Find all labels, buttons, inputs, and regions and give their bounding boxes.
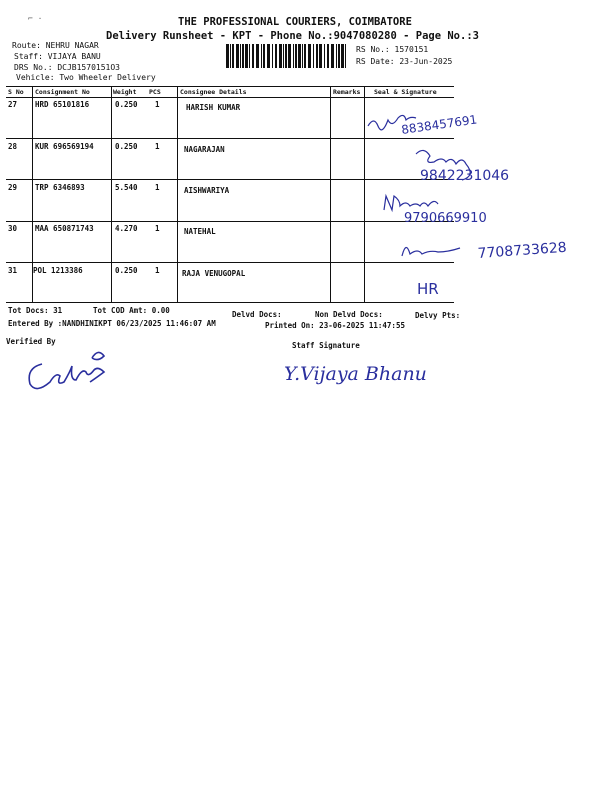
printed-on: Printed On: 23-06-2025 11:47:55 <box>265 321 405 330</box>
header-pcs: PCS <box>149 88 161 96</box>
row-pcs: 1 <box>155 224 160 233</box>
header-consignee: Consignee Details <box>180 88 247 96</box>
header-consignment: Consignment No <box>35 88 90 96</box>
scan-mark: ⌐ · <box>28 14 43 23</box>
staff-label: Staff: VIJAYA BANU <box>14 52 101 61</box>
staff-signature-text: Y.Vijaya Bhanu <box>284 363 427 385</box>
row-consignment: KUR 696569194 <box>35 142 94 151</box>
phone-row-30: 7708733628 <box>477 239 568 262</box>
row-pcs: 1 <box>155 266 160 275</box>
table-top-rule <box>6 86 454 87</box>
row-weight: 0.250 <box>115 100 138 109</box>
verified-by-signature <box>22 342 142 394</box>
delivered-docs: Delvd Docs: <box>232 310 282 319</box>
signature-row-29 <box>380 190 530 228</box>
row-consignment: POL 1213386 <box>33 266 83 275</box>
table-header-rule <box>6 97 454 98</box>
entered-by: Entered By :NANDHINIKPT 06/23/2025 11:46:07 AM <box>8 319 216 328</box>
runsheet-title: Delivery Runsheet - KPT - Phone No.:9047080280 - Page No.:3 <box>106 30 479 42</box>
header-sno: S No <box>8 88 24 96</box>
row-weight: 0.250 <box>115 142 138 151</box>
signature-row-30 <box>398 236 588 266</box>
phone-row-28: 9842231046 <box>420 168 510 184</box>
staff-handwritten-signature <box>280 350 450 390</box>
verified-by-label: Verified By <box>6 337 56 346</box>
row-consignment: MAA 650871743 <box>35 224 94 233</box>
row-sno: 30 <box>8 224 18 233</box>
header-signature: Seal & Signature <box>374 88 437 96</box>
rs-date: RS Date: 23-Jun-2025 <box>356 57 453 66</box>
header-weight: Weight <box>113 88 137 96</box>
phone-row-27: 8838457691 <box>400 112 479 137</box>
row-consignee: AISHWARIYA <box>184 186 230 195</box>
row-consignment: TRP 6346893 <box>35 183 85 192</box>
total-cod: Tot COD Amt: 0.00 <box>93 306 170 315</box>
row-divider <box>6 262 454 263</box>
vehicle-label: Vehicle: Two Wheeler Delivery <box>16 73 156 82</box>
rs-number: RS No.: 1570151 <box>356 45 429 54</box>
total-docs: Tot Docs: 31 <box>8 306 63 315</box>
drs-number: DRS No.: DCJB1570151O3 <box>14 63 120 72</box>
row-divider <box>6 179 454 180</box>
row-consignee: NATEHAL <box>184 227 216 236</box>
row-sno: 27 <box>8 100 18 109</box>
row-weight: 4.270 <box>115 224 138 233</box>
initials-row-31: HR <box>417 280 439 298</box>
row-consignee: HARISH KUMAR <box>186 103 241 112</box>
company-name: THE PROFESSIONAL COURIERS, COIMBATORE <box>178 16 412 28</box>
route-label: Route: NEHRU NAGAR <box>12 41 99 50</box>
signature-row-28 <box>410 144 575 186</box>
row-pcs: 1 <box>155 183 160 192</box>
col-divider <box>111 86 112 302</box>
table-bottom-rule <box>6 302 454 303</box>
signature-row-31 <box>415 276 455 300</box>
col-divider <box>330 86 331 302</box>
signature-row-27 <box>364 104 514 138</box>
delivery-points: Delvy Pts: <box>415 311 461 320</box>
row-sno: 31 <box>8 266 18 275</box>
col-divider <box>177 86 178 302</box>
staff-signature-label: Staff Signature <box>292 341 360 350</box>
row-weight: 0.250 <box>115 266 138 275</box>
non-delivered-docs: Non Delvd Docs: <box>315 310 383 319</box>
header-remarks: Remarks <box>333 88 361 96</box>
row-sno: 29 <box>8 183 18 192</box>
row-consignee: RAJA VENUGOPAL <box>182 269 246 278</box>
row-consignee: NAGARAJAN <box>184 145 225 154</box>
row-divider <box>6 138 454 139</box>
barcode <box>226 44 348 68</box>
row-pcs: 1 <box>155 100 160 109</box>
phone-row-29: 9790669910 <box>404 211 487 226</box>
row-weight: 5.540 <box>115 183 138 192</box>
row-consignment: HRD 65101816 <box>35 100 90 109</box>
row-sno: 28 <box>8 142 18 151</box>
row-pcs: 1 <box>155 142 160 151</box>
